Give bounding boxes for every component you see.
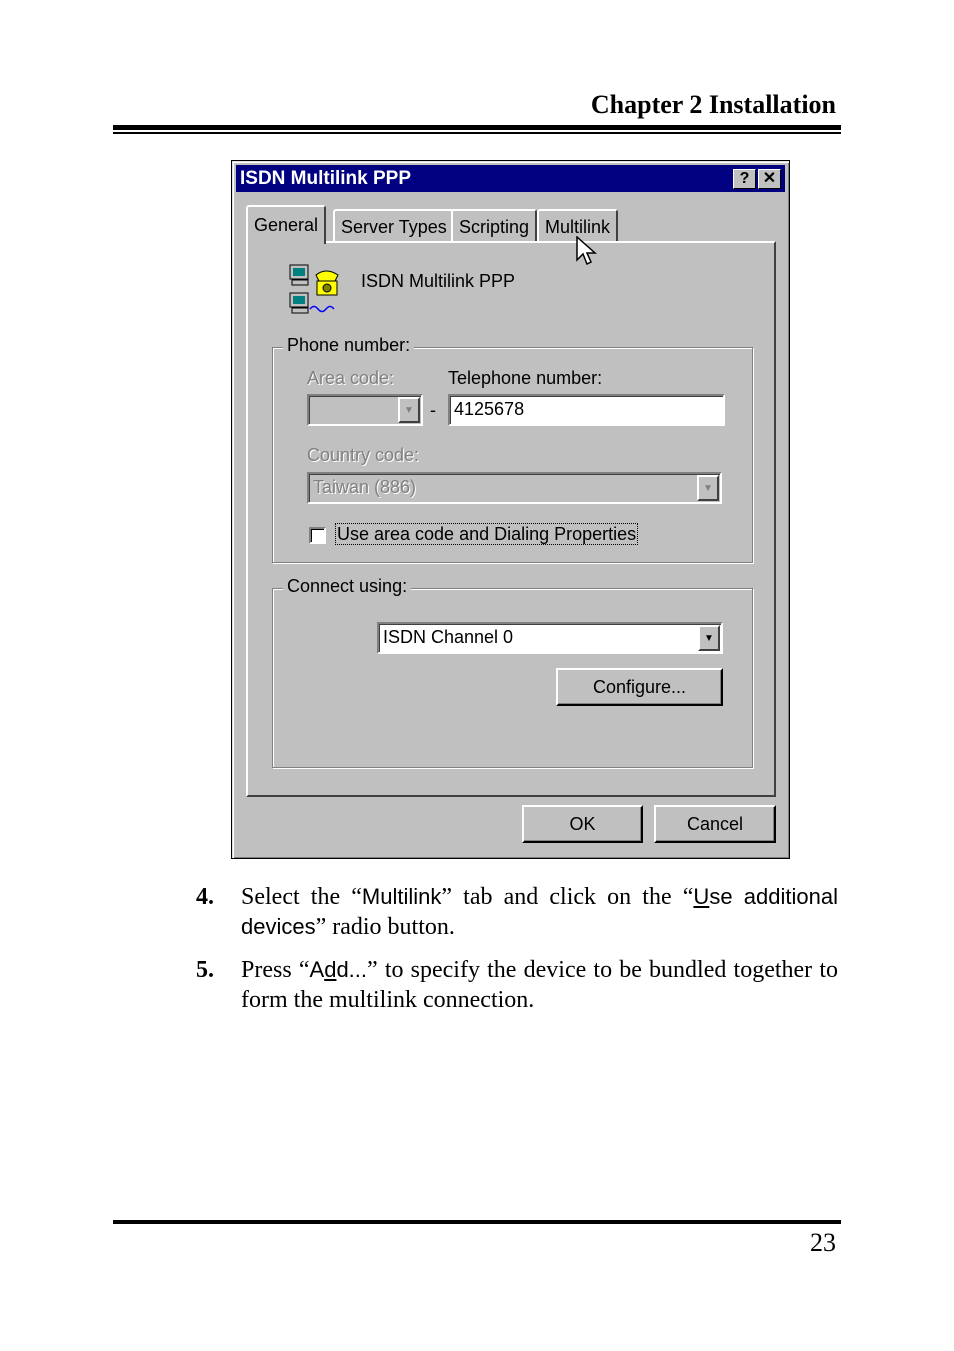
step-4 (196, 882, 838, 944)
telephone-number-input[interactable] (448, 394, 725, 426)
area-code-label: Area code: (307, 368, 395, 388)
footer-rule (113, 1220, 841, 1224)
header-rule-thin (113, 132, 841, 134)
ui-term: se additional devices (241, 884, 838, 939)
phone-number-group (272, 335, 753, 563)
cancel-button[interactable]: Cancel (654, 805, 776, 843)
close-button[interactable]: ✕ (758, 169, 781, 189)
step-number: 4. (196, 884, 214, 910)
dialog-title: ISDN Multilink PPP (240, 168, 412, 189)
configure-button[interactable]: Configure... (556, 668, 723, 706)
telephone-number-label: Telephone number: (448, 368, 603, 388)
dialog-titlebar[interactable] (236, 165, 785, 192)
device-dropdown[interactable] (377, 622, 723, 654)
step-text (241, 955, 838, 1015)
area-code-dropdown[interactable] (307, 394, 423, 426)
country-code-value: Taiwan (886) (313, 477, 417, 497)
use-area-code-label[interactable]: Use area code and Dialing Properties (337, 524, 637, 544)
ui-term: d... (336, 957, 368, 982)
connection-name: ISDN Multilink PPP (361, 271, 516, 291)
device-value: ISDN Channel 0 (383, 627, 514, 647)
ui-term-mnemonic: d (324, 957, 337, 982)
tab-server-types[interactable]: Server Types (333, 209, 455, 242)
step-number: 5. (196, 957, 214, 983)
header-rule (113, 125, 841, 130)
chevron-down-icon[interactable]: ▼ (697, 475, 719, 501)
help-button[interactable]: ? (733, 169, 756, 189)
chevron-down-icon[interactable]: ▼ (698, 625, 720, 651)
step-text-part: ” to specify the device to be bundled together to form the multilink connection. (241, 957, 839, 1013)
chevron-down-icon[interactable]: ▼ (398, 397, 420, 423)
ok-button[interactable]: OK (522, 805, 643, 843)
page-number: 23 (810, 1228, 836, 1257)
tab-scripting[interactable]: Scripting (451, 209, 537, 242)
step-text (241, 882, 838, 942)
country-code-label: Country code: (307, 445, 420, 465)
step-text-part: ” tab and click on the “ (441, 884, 694, 910)
chapter-title: Chapter 2 Installation (590, 90, 836, 119)
ui-term: Multilink (361, 884, 442, 909)
ui-term: A (309, 957, 325, 982)
connect-using-legend: Connect using: (283, 576, 411, 597)
tab-general[interactable]: General (246, 205, 326, 244)
area-code-separator: - (430, 400, 436, 420)
step-text-part: ” radio button. (315, 914, 455, 940)
step-text-part: Select the “ (241, 884, 362, 910)
step-text-part: Press “ (241, 957, 310, 983)
ui-term-mnemonic: U (693, 884, 710, 909)
general-tab-panel (246, 241, 776, 797)
telephone-number-value: 4125678 (454, 399, 525, 419)
dial-up-connection-icon (288, 263, 344, 317)
country-code-dropdown[interactable] (307, 472, 722, 504)
phone-number-legend: Phone number: (283, 335, 414, 356)
connect-using-group (272, 576, 753, 768)
isdn-multilink-dialog (231, 160, 790, 859)
mouse-pointer-icon (576, 236, 598, 268)
step-5 (196, 955, 838, 1017)
use-area-code-checkbox[interactable] (309, 527, 326, 544)
tab-multilink[interactable]: Multilink (537, 209, 618, 242)
